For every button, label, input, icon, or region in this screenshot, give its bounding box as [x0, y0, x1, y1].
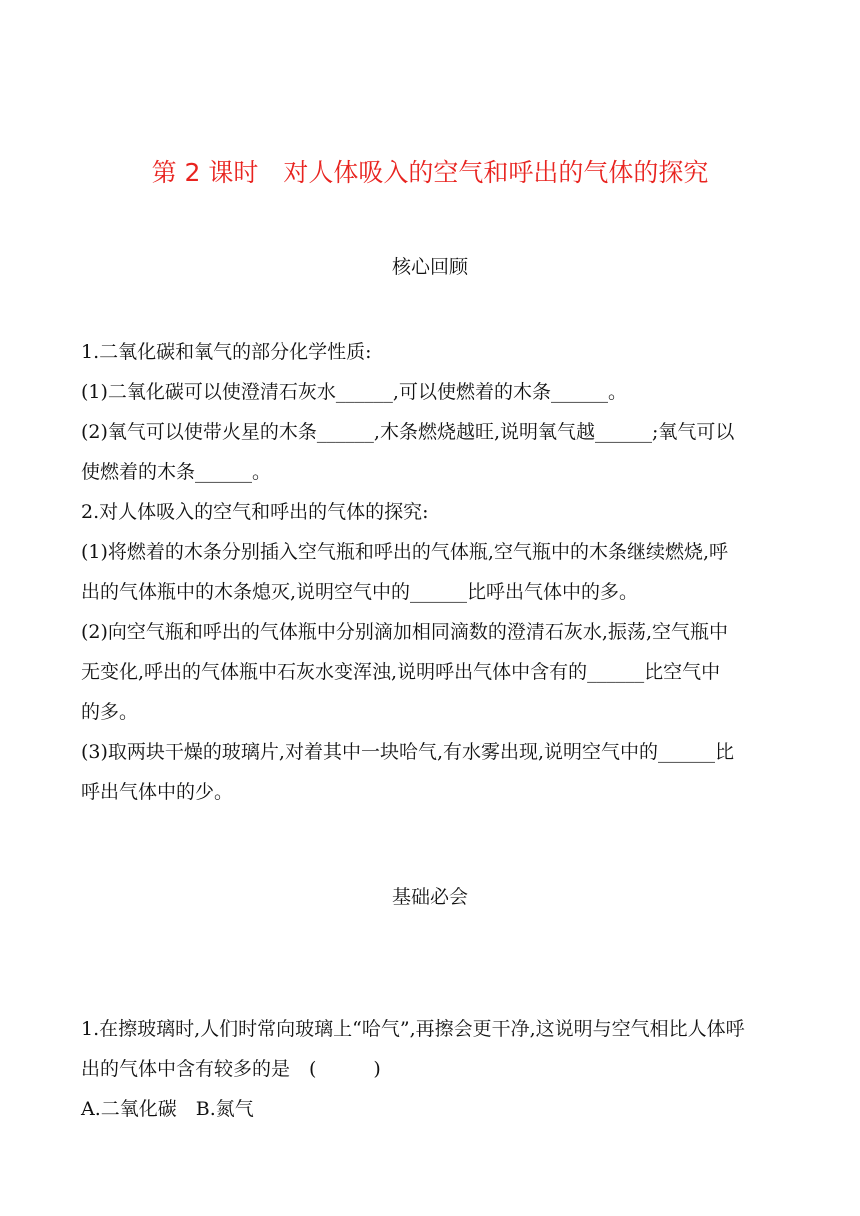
basics-content	[81, 1009, 781, 1129]
question-line: 1.在擦玻璃时,人们时常向玻璃上“哈气”,再擦会更干净,这说明与空气相比人体呼	[81, 1018, 745, 1040]
review-line: 出的气体瓶中的木条熄灭,说明空气中的______比呼出气体中的多。	[81, 581, 639, 603]
review-line: (3)取两块干燥的玻璃片,对着其中一块哈气,有水雾出现,说明空气中的______比	[81, 741, 735, 763]
review-line: 使燃着的木条______。	[81, 461, 272, 483]
answer-options: A.二氧化碳 B.氮气	[81, 1098, 254, 1120]
review-line: 2.对人体吸入的空气和呼出的气体的探究:	[81, 501, 429, 523]
review-line: (1)二氧化碳可以使澄清石灰水______,可以使燃着的木条______。	[81, 381, 627, 403]
review-line: 的多。	[81, 701, 139, 723]
review-line: (2)向空气瓶和呼出的气体瓶中分别滴加相同滴数的澄清石灰水,振荡,空气瓶中	[81, 621, 728, 643]
core-review-content	[81, 332, 781, 812]
review-line: (1)将燃着的木条分别插入空气瓶和呼出的气体瓶,空气瓶中的木条继续燃烧,呼	[81, 541, 728, 563]
review-line: 呼出气体中的少。	[81, 781, 234, 803]
question-line: 出的气体中含有较多的是 ( )	[81, 1058, 381, 1080]
review-line: (2)氧气可以使带火星的木条______,木条燃烧越旺,说明氧气越______;氧气可以	[81, 421, 735, 443]
review-line: 1.二氧化碳和氧气的部分化学性质:	[81, 341, 372, 363]
review-line: 无变化,呼出的气体瓶中石灰水变浑浊,说明呼出气体中含有的______比空气中	[81, 661, 721, 683]
lesson-title: 第 2 课时 对人体吸入的空气和呼出的气体的探究	[151, 158, 709, 187]
basics-heading: 基础必会	[391, 886, 468, 908]
core-review-heading: 核心回顾	[391, 256, 468, 278]
